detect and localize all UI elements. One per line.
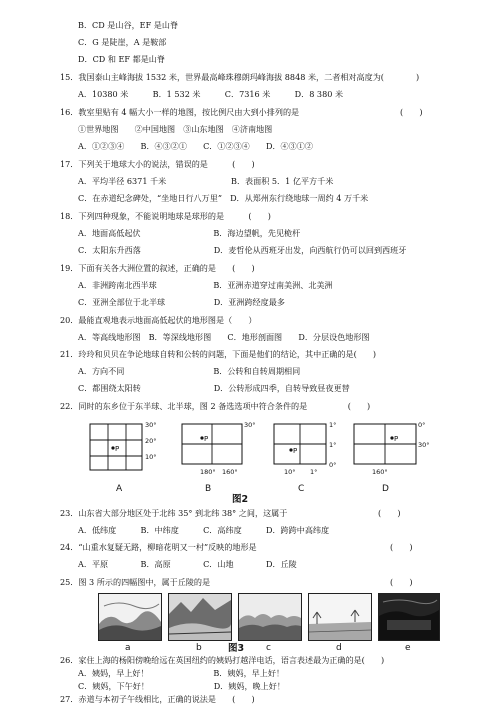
question-24: 24．“山重水复疑无路，柳暗花明又一村”反映的地形是 bbox=[60, 542, 257, 552]
option-line: C．都围绕太阳转 D．公转形成四季，自转导致昼夜更替 bbox=[78, 383, 350, 393]
question-18: 18．下列四种现象，不能说明地球是球形的是 ( ) bbox=[60, 211, 271, 221]
figure-title: 图2 bbox=[232, 494, 249, 505]
option-line: C．G 是陡崖，A 是鞍部 bbox=[78, 37, 167, 47]
question-22: 22．同时的东乡位于东半球、北半球，图 2 备选选项中符合条件的是 ( ) bbox=[60, 401, 371, 411]
grid-panel-a bbox=[86, 418, 168, 480]
option-line: C．太阳东升西落 D．麦哲伦从西班牙出发，向西航行仍可以回到西班牙 bbox=[78, 245, 407, 255]
option-line: A．10380 米 B．1 532 米 C．7316 米 D．8 380 米 bbox=[78, 89, 344, 99]
question-23: 23．山东省大部分地区处于北纬 35° 到北纬 38° 之间，这属于 bbox=[60, 508, 288, 518]
figure-caption: c bbox=[266, 643, 271, 653]
question-20: 20．最能直观地表示地面高低起伏的地形图是（ ） bbox=[60, 315, 257, 325]
latitude-label: 30° bbox=[418, 441, 430, 449]
question-15: 15．我国泰山主峰海拔 1532 米，世界最高峰珠穆朗玛峰海拔 8848 米，二者相对高度为( bbox=[60, 72, 384, 82]
latitude-label: 0° bbox=[418, 421, 426, 429]
longitude-label: 1° bbox=[310, 468, 318, 476]
figure-caption: b bbox=[196, 643, 202, 653]
figure-caption: A bbox=[116, 484, 123, 494]
question-27: 27．赤道与本初子午线相比，正确的说法是 ( ) bbox=[60, 694, 255, 704]
point-label: P bbox=[293, 447, 298, 455]
latitude-label: 20° bbox=[145, 437, 157, 445]
figure-caption: D bbox=[382, 484, 389, 494]
latitude-label: 0° bbox=[329, 461, 337, 469]
answer-bracket: ( ) bbox=[390, 577, 413, 587]
option-line: A．姨妈，早上好！ B．姨妈，早上好！ bbox=[78, 668, 285, 678]
grid-panel-b bbox=[178, 418, 260, 480]
latitude-label: 30° bbox=[145, 421, 157, 429]
option-line: A．低纬度 B．中纬度 C．高纬度 D．跨跨中高纬度 bbox=[78, 525, 330, 535]
latitude-label: 10° bbox=[145, 453, 157, 461]
answer-bracket: ( ) bbox=[400, 107, 423, 117]
latitude-label: 1° bbox=[329, 441, 337, 449]
question-25: 25．图 3 所示的四幅图中，属于丘陵的是 bbox=[60, 577, 211, 587]
point-label: P bbox=[204, 435, 209, 443]
latitude-label: 1° bbox=[329, 421, 337, 429]
option-line: B．CD 是山谷，EF 是山脊 bbox=[78, 20, 179, 30]
option-line: A．平原 B．高原 C．山地 D．丘陵 bbox=[78, 559, 297, 569]
figure-caption: a bbox=[125, 643, 131, 653]
question-16: 16．教室里贴有 4 幅大小一样的地图，按比例尺由大到小排列的是 bbox=[60, 107, 300, 117]
answer-bracket: ( ) bbox=[390, 542, 413, 552]
option-line: A．等高线地形图 B．等深线地形图 C．地形剖面图 D．分层设色地形图 bbox=[78, 332, 370, 342]
grid-panel-c bbox=[270, 418, 346, 480]
option-line: C．亚洲全部位于北半球 D．亚洲跨经度最多 bbox=[78, 297, 285, 307]
figure-caption: B bbox=[205, 484, 212, 494]
option-line: C．姨妈，下午好！ D．姨妈，晚上好！ bbox=[78, 681, 285, 691]
landscape-picture-b bbox=[168, 593, 232, 641]
option-line: A．非洲跨南北西半球 B．亚洲赤道穿过南美洲、北美洲 bbox=[78, 280, 333, 290]
question-21: 21．玲玲和贝贝在争论地球自转和公转的问题，下面是他们的结论，其中正确的是( ) bbox=[60, 349, 377, 359]
option-line: D．CD 和 EF 都是山脊 bbox=[78, 54, 165, 64]
longitude-label: 10° bbox=[284, 468, 296, 476]
longitude-label: 160° bbox=[372, 468, 388, 476]
longitude-label: 160° bbox=[222, 468, 238, 476]
landscape-picture-d bbox=[308, 593, 372, 641]
option-line: ①世界地图 ②中国地图 ③山东地图 ④济南地图 bbox=[78, 124, 273, 134]
question-19: 19．下面有关各大洲位置的叙述，正确的是 ( ) bbox=[60, 263, 255, 273]
point-label: P bbox=[115, 445, 120, 453]
grid-panel-d bbox=[350, 418, 434, 480]
option-line: A．方向不同 B．公转和自转周期相同 bbox=[78, 366, 301, 376]
option-line: A．①②③④ B．④③②① C．①②③④ D．④③①② bbox=[78, 141, 313, 151]
figure-caption: d bbox=[336, 643, 342, 653]
point-label: P bbox=[394, 435, 399, 443]
latitude-label: 30° bbox=[244, 421, 256, 429]
figure-caption: C bbox=[298, 484, 305, 494]
answer-bracket: ) bbox=[416, 72, 420, 82]
option-line: C．在赤道纪念碑处，“坐地日行八万里” D．从郑州东行绕地球一周约 4 万千米 bbox=[78, 193, 369, 203]
figure-caption: e bbox=[405, 643, 411, 653]
landscape-picture-a bbox=[98, 593, 162, 641]
longitude-label: 180° bbox=[200, 468, 216, 476]
question-26: 26．家住上海的杨阳傍晚给远在英国纽约的姨妈打越洋电话，语言表述最为正确的是( ) bbox=[60, 655, 385, 665]
option-line: A．平均半径 6371 千米 B．表面积 5．1 亿平方千米 bbox=[78, 176, 334, 186]
answer-bracket: ( ) bbox=[378, 508, 401, 518]
landscape-picture-c bbox=[238, 593, 302, 641]
option-line: A．地面高低起伏 B．海边望帆，先见桅杆 bbox=[78, 228, 301, 238]
landscape-picture-e bbox=[378, 593, 440, 641]
figure-title: 图3 bbox=[228, 643, 245, 654]
question-17: 17．下列关于地球大小的说法，错误的是 ( ) bbox=[60, 159, 255, 169]
